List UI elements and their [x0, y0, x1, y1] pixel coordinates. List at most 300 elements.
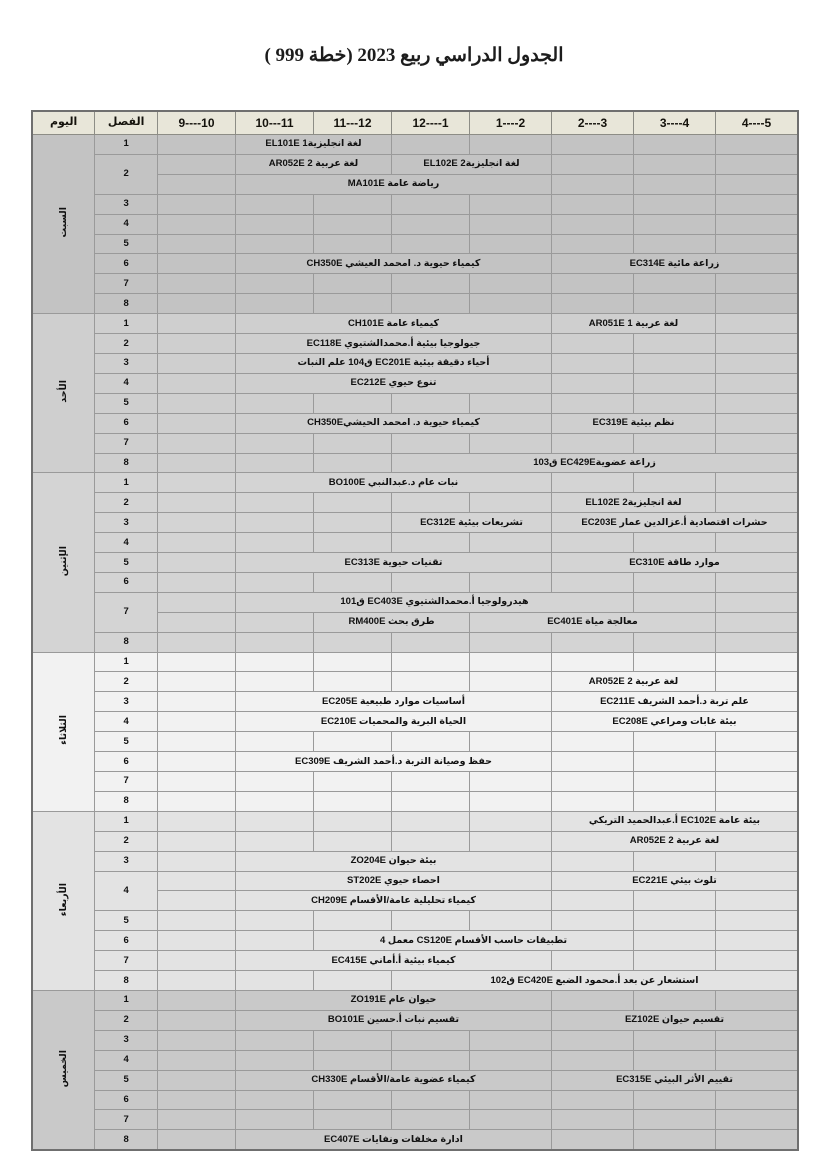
table-row — [32, 831, 798, 851]
day-name-cell — [32, 473, 95, 652]
period-number: 7 — [95, 274, 158, 294]
empty-slot — [392, 632, 470, 652]
table-row — [32, 772, 798, 792]
empty-slot — [634, 990, 716, 1010]
empty-slot — [716, 433, 799, 453]
column-header-day: اليوم — [32, 111, 95, 135]
empty-slot — [470, 632, 552, 652]
empty-slot — [314, 772, 392, 792]
empty-slot — [634, 234, 716, 254]
empty-slot — [158, 493, 236, 513]
empty-slot — [236, 194, 314, 214]
table-row — [32, 214, 798, 234]
period-number: 4 — [95, 871, 158, 911]
empty-slot — [716, 990, 799, 1010]
period-number: 1 — [95, 314, 158, 334]
empty-slot — [158, 931, 236, 951]
empty-slot — [552, 154, 634, 174]
course-cell: كيمياء عضوية عامة/الأقسام CH330E — [236, 1070, 552, 1090]
empty-slot — [470, 493, 552, 513]
empty-slot — [158, 732, 236, 752]
period-number: 2 — [95, 831, 158, 851]
table-row — [32, 1070, 798, 1090]
empty-slot — [552, 234, 634, 254]
empty-slot — [158, 1010, 236, 1030]
table-row — [32, 353, 798, 373]
empty-slot — [314, 294, 392, 314]
empty-slot — [470, 772, 552, 792]
course-cell: لغة عربية 2 AR052E — [236, 154, 392, 174]
empty-slot — [158, 632, 236, 652]
empty-slot — [158, 393, 236, 413]
course-cell: رياضة عامة MA101E — [236, 174, 552, 194]
course-cell: جيولوجيا بيئية أ.محمدالشتيوي EC118E — [236, 334, 552, 354]
empty-slot — [716, 314, 799, 334]
empty-slot — [716, 1050, 799, 1070]
empty-slot — [470, 652, 552, 672]
empty-slot — [158, 214, 236, 234]
empty-slot — [552, 752, 634, 772]
empty-slot — [158, 612, 236, 632]
empty-slot — [552, 174, 634, 194]
empty-slot — [634, 1050, 716, 1070]
empty-slot — [552, 373, 634, 393]
course-cell: تنوع حيوي EC212E — [236, 373, 552, 393]
empty-slot — [716, 652, 799, 672]
table-row — [32, 732, 798, 752]
column-header-3: 2----1 — [470, 111, 552, 135]
empty-slot — [634, 752, 716, 772]
empty-slot — [314, 433, 392, 453]
empty-slot — [392, 811, 470, 831]
period-number: 7 — [95, 1110, 158, 1130]
empty-slot — [634, 652, 716, 672]
table-row — [32, 314, 798, 334]
empty-slot — [716, 294, 799, 314]
course-cell: كيمياء حيوية د. امحمد العيشي CH350E — [236, 254, 552, 274]
empty-slot — [552, 473, 634, 493]
course-cell: لغة عربية 2 AR052E — [552, 672, 716, 692]
empty-slot — [314, 632, 392, 652]
course-cell: أحياء دقيقة بيئية EC201E ق104 علم النبات — [236, 353, 552, 373]
empty-slot — [716, 612, 799, 632]
table-row — [32, 931, 798, 951]
empty-slot — [236, 393, 314, 413]
empty-slot — [634, 334, 716, 354]
course-cell: تطبيقات حاسب الأقسام CS120E معمل 4 — [314, 931, 634, 951]
empty-slot — [552, 572, 634, 592]
table-row — [32, 453, 798, 473]
table-row — [32, 135, 798, 155]
empty-slot — [158, 334, 236, 354]
empty-slot — [158, 254, 236, 274]
empty-slot — [552, 353, 634, 373]
empty-slot — [314, 1090, 392, 1110]
period-number: 3 — [95, 513, 158, 533]
course-cell: ادارة مخلفات ونفايات EC407E — [236, 1130, 552, 1150]
empty-slot — [634, 433, 716, 453]
empty-slot — [158, 692, 236, 712]
day-name-label: الثلاثاء — [57, 715, 69, 746]
course-cell: احصاء حيوي ST202E — [236, 871, 552, 891]
empty-slot — [158, 572, 236, 592]
course-cell: زراعة مائية EC314E — [552, 254, 799, 274]
empty-slot — [552, 194, 634, 214]
empty-slot — [470, 732, 552, 752]
table-row — [32, 513, 798, 533]
course-cell: تلوث بيئي EC221E — [552, 871, 799, 891]
empty-slot — [634, 1130, 716, 1150]
day-name-label: الأحد — [57, 380, 69, 404]
period-number: 6 — [95, 254, 158, 274]
empty-slot — [634, 592, 716, 612]
empty-slot — [716, 413, 799, 433]
empty-slot — [716, 632, 799, 652]
empty-slot — [158, 1130, 236, 1150]
empty-slot — [470, 831, 552, 851]
empty-slot — [314, 831, 392, 851]
empty-slot — [314, 572, 392, 592]
empty-slot — [236, 831, 314, 851]
page-title: الجدول الدراسي ربيع 2023 (خطة 999 ) — [264, 45, 564, 66]
empty-slot — [236, 234, 314, 254]
empty-slot — [158, 413, 236, 433]
table-row — [32, 692, 798, 712]
table-row — [32, 254, 798, 274]
empty-slot — [634, 135, 716, 155]
empty-slot — [158, 533, 236, 553]
empty-slot — [158, 851, 236, 871]
period-number: 4 — [95, 1050, 158, 1070]
table-row — [32, 990, 798, 1010]
empty-slot — [158, 1070, 236, 1090]
course-cell: الحياة البرية والمحميات EC210E — [236, 712, 552, 732]
empty-slot — [634, 294, 716, 314]
period-number: 6 — [95, 572, 158, 592]
empty-slot — [716, 752, 799, 772]
table-row — [32, 572, 798, 592]
table-row — [32, 1030, 798, 1050]
empty-slot — [470, 1110, 552, 1130]
course-cell: معالجة مياة EC401E — [470, 612, 716, 632]
course-cell: زراعة عضويةEC429E ق103 — [392, 453, 799, 473]
table-row — [32, 791, 798, 811]
empty-slot — [314, 194, 392, 214]
empty-slot — [552, 732, 634, 752]
empty-slot — [314, 911, 392, 931]
table-row — [32, 413, 798, 433]
table-row — [32, 493, 798, 513]
period-number: 1 — [95, 135, 158, 155]
empty-slot — [236, 672, 314, 692]
table-row — [32, 971, 798, 991]
empty-slot — [716, 473, 799, 493]
empty-slot — [392, 672, 470, 692]
empty-slot — [158, 154, 236, 174]
empty-slot — [470, 1050, 552, 1070]
empty-slot — [314, 1030, 392, 1050]
empty-slot — [716, 274, 799, 294]
empty-slot — [716, 493, 799, 513]
empty-slot — [716, 373, 799, 393]
empty-slot — [716, 1130, 799, 1150]
period-number: 2 — [95, 154, 158, 194]
empty-slot — [392, 294, 470, 314]
empty-slot — [158, 194, 236, 214]
empty-slot — [470, 1030, 552, 1050]
period-number: 8 — [95, 791, 158, 811]
period-number: 5 — [95, 553, 158, 573]
empty-slot — [716, 214, 799, 234]
empty-slot — [392, 135, 470, 155]
course-cell: كيمياء تحليلية عامة/الأقسام CH209E — [236, 891, 552, 911]
course-cell: لغة انجليزية2 EL102E — [392, 154, 552, 174]
empty-slot — [392, 234, 470, 254]
empty-slot — [392, 433, 470, 453]
empty-slot — [716, 772, 799, 792]
empty-slot — [634, 533, 716, 553]
column-header-5: 12---11 — [314, 111, 392, 135]
empty-slot — [314, 533, 392, 553]
empty-slot — [392, 772, 470, 792]
empty-slot — [236, 772, 314, 792]
empty-slot — [236, 274, 314, 294]
empty-slot — [634, 1030, 716, 1050]
course-cell: موارد طاقة EC310E — [552, 553, 799, 573]
empty-slot — [314, 453, 392, 473]
table-row — [32, 712, 798, 732]
table-row — [32, 1130, 798, 1150]
course-cell: طرق بحث RM400E — [314, 612, 470, 632]
empty-slot — [314, 1050, 392, 1070]
empty-slot — [634, 931, 716, 951]
empty-slot — [314, 811, 392, 831]
empty-slot — [158, 652, 236, 672]
table-row — [32, 373, 798, 393]
empty-slot — [236, 612, 314, 632]
course-cell: تقييم الأثر البيئي EC315E — [552, 1070, 799, 1090]
course-cell: علم تربة د.أحمد الشريف EC211E — [552, 692, 799, 712]
period-number: 6 — [95, 1090, 158, 1110]
empty-slot — [716, 135, 799, 155]
empty-slot — [158, 891, 236, 911]
empty-slot — [634, 632, 716, 652]
empty-slot — [716, 194, 799, 214]
empty-slot — [392, 194, 470, 214]
course-cell: أساسيات موارد طبيعية EC205E — [236, 692, 552, 712]
column-header-0: 5----4 — [716, 111, 799, 135]
course-cell: نظم بيئية EC319E — [552, 413, 716, 433]
period-number: 8 — [95, 1130, 158, 1150]
period-number: 1 — [95, 990, 158, 1010]
table-row — [32, 533, 798, 553]
period-number: 3 — [95, 851, 158, 871]
empty-slot — [470, 672, 552, 692]
empty-slot — [716, 911, 799, 931]
day-name-cell — [32, 990, 95, 1149]
day-name-cell — [32, 652, 95, 811]
empty-slot — [158, 174, 236, 194]
period-number: 6 — [95, 413, 158, 433]
empty-slot — [158, 831, 236, 851]
empty-slot — [158, 990, 236, 1010]
course-cell: بيئة غابات ومراعي EC208E — [552, 712, 799, 732]
course-cell: كيمياء حيوية د. امحمد الحيشيCH350E — [236, 413, 552, 433]
course-cell: لغة انجليزية2 EL102E — [552, 493, 716, 513]
empty-slot — [470, 135, 552, 155]
course-cell: نبات عام د.عبدالنبي BO100E — [236, 473, 552, 493]
empty-slot — [236, 1090, 314, 1110]
empty-slot — [716, 592, 799, 612]
empty-slot — [392, 791, 470, 811]
course-cell: حشرات اقتصادية أ.عزالدين عمار EC203E — [552, 513, 799, 533]
period-number: 7 — [95, 772, 158, 792]
empty-slot — [314, 791, 392, 811]
empty-slot — [392, 493, 470, 513]
empty-slot — [552, 772, 634, 792]
empty-slot — [158, 513, 236, 533]
empty-slot — [314, 214, 392, 234]
table-row — [32, 393, 798, 413]
column-header-1: 4----3 — [634, 111, 716, 135]
period-number: 8 — [95, 453, 158, 473]
empty-slot — [716, 791, 799, 811]
period-number: 4 — [95, 712, 158, 732]
period-number: 3 — [95, 1030, 158, 1050]
day-name-label: الإثنين — [57, 545, 69, 577]
empty-slot — [158, 1050, 236, 1070]
table-row — [32, 1090, 798, 1110]
table-row — [32, 1050, 798, 1070]
empty-slot — [158, 712, 236, 732]
empty-slot — [552, 1110, 634, 1130]
empty-slot — [314, 672, 392, 692]
empty-slot — [716, 891, 799, 911]
empty-slot — [158, 1090, 236, 1110]
table-row — [32, 234, 798, 254]
empty-slot — [158, 373, 236, 393]
empty-slot — [236, 931, 314, 951]
period-number: 5 — [95, 1070, 158, 1090]
empty-slot — [634, 851, 716, 871]
empty-slot — [158, 871, 236, 891]
empty-slot — [392, 652, 470, 672]
empty-slot — [158, 811, 236, 831]
period-number: 4 — [95, 373, 158, 393]
empty-slot — [716, 393, 799, 413]
period-number: 5 — [95, 911, 158, 931]
empty-slot — [158, 453, 236, 473]
schedule-table — [31, 110, 799, 1151]
table-row — [32, 811, 798, 831]
empty-slot — [236, 791, 314, 811]
table-row — [32, 433, 798, 453]
period-number: 8 — [95, 971, 158, 991]
empty-slot — [552, 1130, 634, 1150]
empty-slot — [634, 911, 716, 931]
empty-slot — [552, 135, 634, 155]
table-row — [32, 871, 798, 891]
empty-slot — [158, 294, 236, 314]
course-cell: استشعار عن بعد أ.محمود الضبع EC420E ق102 — [392, 971, 799, 991]
empty-slot — [470, 294, 552, 314]
empty-slot — [314, 234, 392, 254]
empty-slot — [716, 353, 799, 373]
empty-slot — [236, 1030, 314, 1050]
course-cell: تشريعات بيئية EC312E — [392, 513, 552, 533]
empty-slot — [634, 791, 716, 811]
empty-slot — [716, 1090, 799, 1110]
period-number: 8 — [95, 294, 158, 314]
empty-slot — [392, 533, 470, 553]
period-number: 5 — [95, 234, 158, 254]
empty-slot — [552, 274, 634, 294]
empty-slot — [158, 672, 236, 692]
table-row — [32, 473, 798, 493]
table-row — [32, 274, 798, 294]
course-cell: لغة عربية 1 AR051E — [552, 314, 716, 334]
empty-slot — [236, 911, 314, 931]
table-row — [32, 851, 798, 871]
empty-slot — [634, 1090, 716, 1110]
course-cell: تقسيم حيوان EZ102E — [552, 1010, 799, 1030]
empty-slot — [158, 951, 236, 971]
period-number: 2 — [95, 334, 158, 354]
empty-slot — [634, 154, 716, 174]
empty-slot — [716, 1110, 799, 1130]
period-number: 2 — [95, 493, 158, 513]
empty-slot — [552, 433, 634, 453]
empty-slot — [634, 214, 716, 234]
empty-slot — [716, 572, 799, 592]
empty-slot — [552, 951, 634, 971]
empty-slot — [314, 513, 392, 533]
empty-slot — [236, 453, 314, 473]
empty-slot — [158, 1030, 236, 1050]
empty-slot — [552, 652, 634, 672]
period-number: 3 — [95, 353, 158, 373]
empty-slot — [236, 652, 314, 672]
empty-slot — [470, 234, 552, 254]
table-row — [32, 294, 798, 314]
empty-slot — [716, 334, 799, 354]
empty-slot — [314, 493, 392, 513]
empty-slot — [158, 752, 236, 772]
empty-slot — [716, 174, 799, 194]
table-row — [32, 1110, 798, 1130]
table-row — [32, 194, 798, 214]
course-cell: كيمياء عامة CH101E — [236, 314, 552, 334]
empty-slot — [634, 353, 716, 373]
empty-slot — [158, 772, 236, 792]
empty-slot — [552, 393, 634, 413]
empty-slot — [552, 851, 634, 871]
column-header-2: 3----2 — [552, 111, 634, 135]
empty-slot — [158, 473, 236, 493]
empty-slot — [236, 572, 314, 592]
empty-slot — [158, 592, 236, 612]
empty-slot — [236, 493, 314, 513]
empty-slot — [634, 951, 716, 971]
empty-slot — [236, 1050, 314, 1070]
course-cell: حيوان عام ZO191E — [236, 990, 552, 1010]
empty-slot — [552, 891, 634, 911]
table-body — [32, 135, 798, 1150]
column-header-6: 11---10 — [236, 111, 314, 135]
empty-slot — [716, 154, 799, 174]
period-number: 7 — [95, 951, 158, 971]
empty-slot — [236, 533, 314, 553]
